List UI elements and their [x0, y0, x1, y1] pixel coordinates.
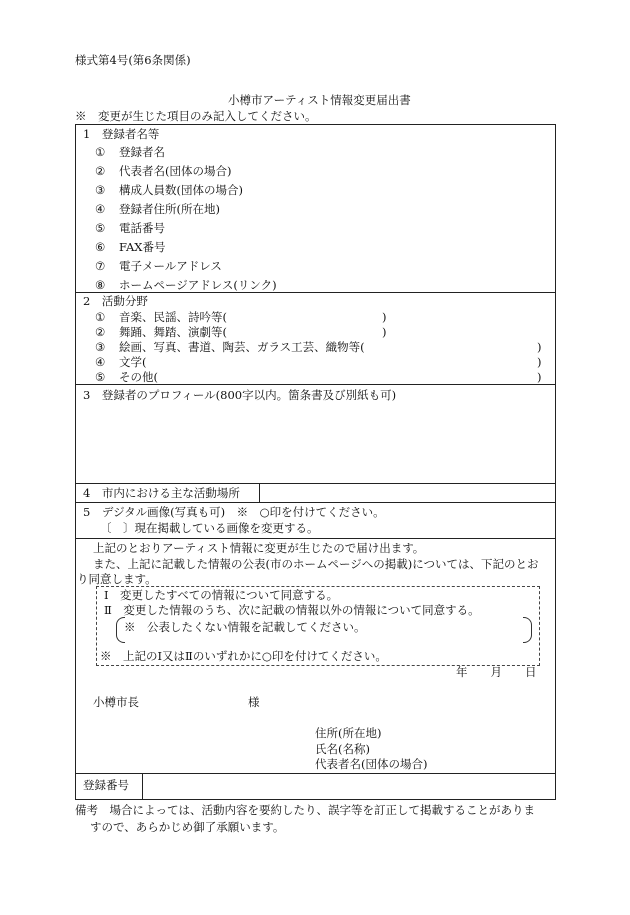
item-number: ⑤	[95, 370, 106, 384]
item-number: ②	[95, 164, 106, 178]
item-label: FAX番号	[119, 240, 166, 254]
date-field[interactable]: 年 月 日	[456, 665, 537, 679]
name-label: 氏名(名称)	[315, 742, 370, 756]
activity-location-field[interactable]	[260, 484, 554, 502]
item-label: その他(	[119, 370, 158, 384]
item-number: ①	[95, 310, 106, 324]
profile-area[interactable]	[76, 404, 554, 482]
item-label: 文学(	[119, 355, 147, 369]
registration-label: 登録番号	[83, 778, 129, 792]
remarks-line2: すので、あらかじめ御了承願います。	[90, 820, 285, 834]
item-number: ④	[95, 355, 106, 369]
page-title: 小樽市アーティスト情報変更届出書	[228, 93, 411, 107]
section1-heading: 1 登録者名等	[83, 127, 160, 141]
item-close-paren: )	[537, 370, 542, 384]
item-number: ③	[95, 183, 106, 197]
divider	[75, 538, 556, 539]
choose-note: ※ 上記のⅠ又はⅡのいずれかに○印を付けてください。	[100, 649, 387, 663]
item-number: ⑥	[95, 240, 106, 254]
addressee-honorific: 様	[248, 695, 260, 709]
divider	[75, 292, 556, 293]
image-change-option[interactable]: 〔 〕現在掲載している画像を変更する。	[100, 521, 319, 535]
item-close-paren: )	[537, 355, 542, 369]
item-number: ⑧	[95, 278, 106, 292]
item-number: ③	[95, 340, 106, 354]
item-label: ホームページアドレス(リンク)	[119, 278, 277, 292]
item-number: ⑤	[95, 221, 106, 235]
item-label: 電話番号	[119, 221, 165, 235]
consent-option-2[interactable]: Ⅱ 変更した情報のうち、次に記載の情報以外の情報について同意する。	[104, 603, 480, 617]
item-label: 音楽、民謡、詩吟等(	[119, 310, 227, 324]
section5-heading: 5 デジタル画像(写真も可) ※ ○印を付けてください。	[83, 505, 385, 519]
declaration-line1: 上記のとおりアーティスト情報に変更が生じたので届け出ます。	[93, 541, 425, 555]
undisclosed-info-field[interactable]	[128, 636, 520, 642]
item-close-paren: )	[382, 310, 387, 324]
declaration-line3: り同意します。	[77, 572, 157, 586]
section4-heading: 4 市内における主な活動場所	[83, 486, 240, 500]
section2-heading: 2 活動分野	[83, 294, 148, 308]
representative-label: 代表者名(団体の場合)	[315, 757, 428, 771]
divider	[75, 384, 556, 385]
section3-heading: 3 登録者のプロフィール(800字以内。箇条書及び別紙も可)	[83, 388, 397, 402]
consent-option-1[interactable]: Ⅰ 変更したすべての情報について同意する。	[104, 588, 339, 602]
divider	[75, 502, 556, 503]
item-label: 舞踊、舞踏、演劇等(	[119, 325, 227, 339]
item-label: 代表者名(団体の場合)	[119, 164, 232, 178]
addressee: 小樽市長	[93, 695, 139, 709]
item-label: 絵画、写真、書道、陶芸、ガラス工芸、織物等(	[119, 340, 365, 354]
item-label: 構成人員数(団体の場合)	[119, 183, 243, 197]
undisclosed-note: ※ 公表したくない情報を記載してください。	[124, 620, 366, 634]
remarks-line1: 備考 場合によっては、活動内容を要約したり、誤字等を訂正して掲載することがありま	[75, 803, 535, 817]
item-number: ②	[95, 325, 106, 339]
item-label: 電子メールアドレス	[119, 259, 222, 273]
address-label: 住所(所在地)	[315, 726, 382, 740]
form-number: 様式第4号(第6条関係)	[75, 53, 191, 67]
bracket-right	[523, 617, 532, 643]
item-close-paren: )	[537, 340, 542, 354]
registration-number-field[interactable]	[143, 774, 554, 798]
item-label: 登録者名	[119, 145, 165, 159]
instruction-note: ※ 変更が生じた項目のみ記入してください。	[75, 109, 317, 123]
item-number: ⑦	[95, 259, 106, 273]
declaration-line2: また、上記に記載した情報の公表(市のホームページへの掲載)については、下記のとお	[93, 557, 539, 571]
item-close-paren: )	[382, 325, 387, 339]
item-number: ④	[95, 202, 106, 216]
item-number: ①	[95, 145, 106, 159]
item-label: 登録者住所(所在地)	[119, 202, 220, 216]
